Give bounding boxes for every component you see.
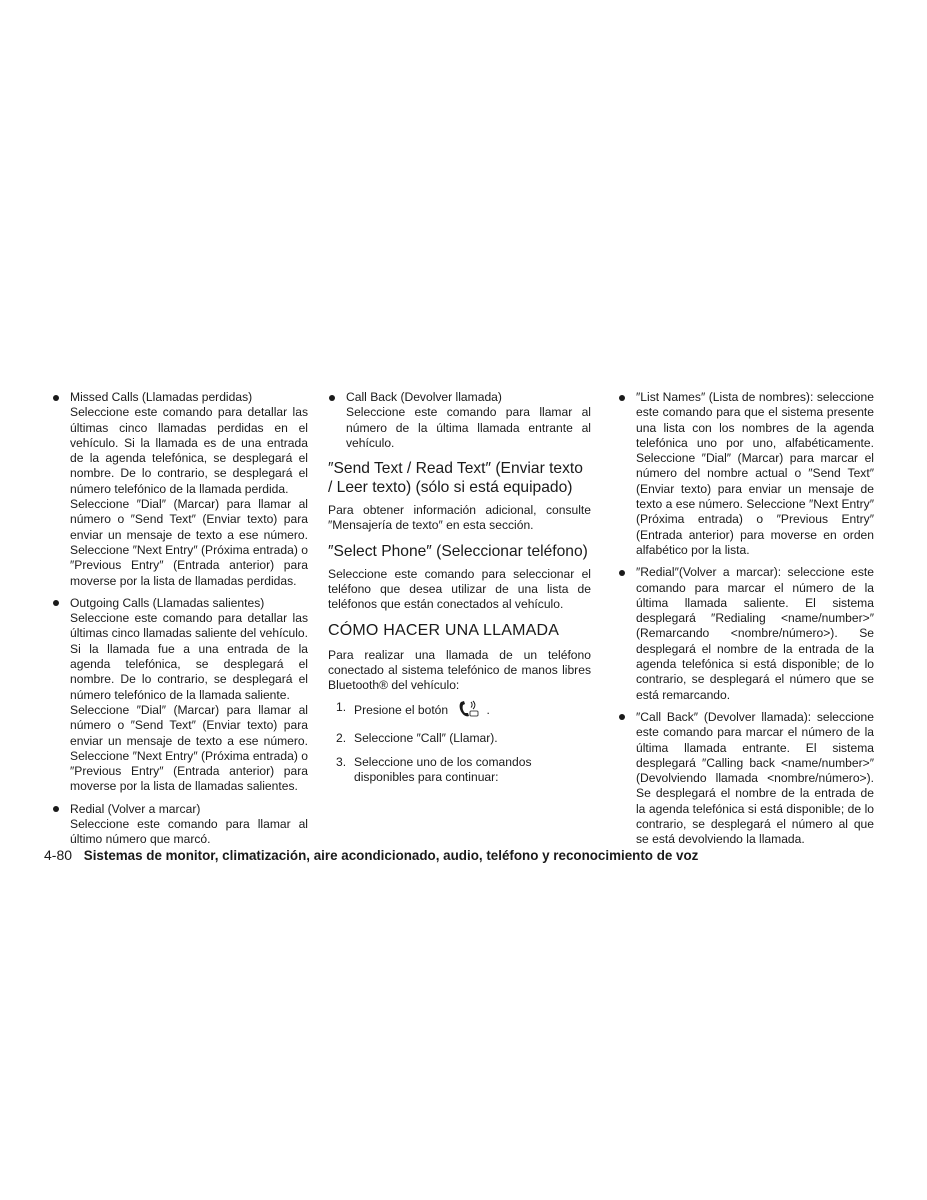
column-left <box>52 390 308 855</box>
list-item-outgoing-calls <box>52 596 308 795</box>
item-heading: Redial (Volver a marcar) <box>70 801 201 816</box>
list-item-call-back <box>618 710 874 848</box>
item-body-2: Seleccione ″Dial″ (Marcar) para llamar al número o ″Send Text″ (Enviar texto) para enviar un mensaje de texto a ese número. Seleccione ″Next Entry″ (Próxima entrada) o ″Previous Entry″ (Entrada anterior) para moverse por la lista de llamadas salientes. <box>70 702 308 794</box>
step-number: 1. <box>336 699 347 714</box>
bullet-icon <box>619 570 625 576</box>
bullet-icon <box>53 600 59 606</box>
item-body: ″List Names″ (Lista de nombres): seleccione este comando para que el sistema presente una lista con los nombres de la agenda telefónica uno por uno, alfabéticamente. Seleccione ″Dial″ (Marcar) para marcar el número del nombre actual o ″Send Text″ (Enviar texto) para enviar un mensaje de texto a ese número. Seleccione ″Next Entry″ (Próxima entrada) o ″Previous Entry″ (Entrada anterior) para moverse en orden alfabético por la lista. <box>636 390 874 557</box>
heading-send-text: ″Send Text / Read Text″ (Enviar texto / Leer texto) (sólo si está equipado) <box>328 460 583 497</box>
step-text: Presione el botón <box>354 702 449 717</box>
bullet-icon <box>619 714 625 720</box>
page-number: 4-80 <box>44 847 73 863</box>
item-body: Seleccione este comando para llamar al número de la última llamada entrante al vehículo. <box>346 405 591 450</box>
paragraph-como-hacer-llamada: Para realizar una llamada de un teléfono conectado al sistema telefónico de manos libres Bluetooth® del vehículo: <box>328 647 591 693</box>
item-heading: Call Back (Devolver llamada) <box>346 390 502 404</box>
list-item-redial <box>52 802 308 848</box>
page-footer <box>44 846 904 865</box>
item-heading: Missed Calls (Llamadas perdidas) <box>70 390 253 404</box>
step-text: Seleccione uno de los comandos disponibles para continuar: <box>354 755 532 785</box>
bullet-icon <box>53 806 59 812</box>
item-body: ″Redial″(Volver a marcar): seleccione este comando para marcar el número de la última llamada saliente. El sistema desplegará ″Redialing <name/number>″ (Remarcando <nombre/número>). Se desplegará el nombre de la entrada de la agenda telefónica si está disponible; de lo contrario, se desplegará el número que se está remarcando. <box>636 565 874 702</box>
bullet-icon <box>619 395 625 401</box>
step-item <box>328 731 591 746</box>
item-body: Seleccione este comando para detallar las últimas cinco llamadas saliente del vehículo. Si la llamada fue a una entrada de la agenda telefónica, se desplegará el nombre. De lo contrario, se desplegará el número telefónico de la llamada saliente. <box>70 611 308 702</box>
item-body-2: Seleccione ″Dial″ (Marcar) para llamar al número o ″Send Text″ (Enviar texto) para enviar un mensaje de texto a ese número. Seleccione ″Next Entry″ (Próxima entrada) o ″Previous Entry″ (Entrada anterior) para moverse por la lista de llamadas perdidas. <box>70 497 308 588</box>
list-item-call-back <box>328 390 591 451</box>
item-heading: Outgoing Calls (Llamadas salientes) <box>70 595 265 610</box>
list-item-redial <box>618 565 874 703</box>
heading-select-phone: ″Select Phone″ (Seleccionar teléfono) <box>328 542 588 560</box>
step-item <box>328 755 591 786</box>
paragraph-send-text: Para obtener información adicional, consulte ″Mensajería de texto″ en esta sección. <box>328 503 591 533</box>
item-body: Seleccione este comando para detallar las últimas cinco llamadas perdidas en el vehículo. Si la llamada es de una entrada de la agenda telefónica, se desplegará el nombre. De lo contrario, se desplegará el número telefónico de la llamada perdida. <box>70 405 308 496</box>
bullet-icon <box>53 395 59 401</box>
section-title: Sistemas de monitor, climatización, aire acondicionado, audio, teléfono y reconocimiento de voz <box>83 848 699 863</box>
list-item-list-names <box>618 390 874 558</box>
item-body: Seleccione este comando para llamar al último número que marcó. <box>70 817 308 847</box>
step-number: 2. <box>336 730 347 745</box>
step-text: Seleccione ″Call″ (Llamar). <box>354 730 498 745</box>
item-body: ″Call Back″ (Devolver llamada): seleccione este comando para marcar el número de la última llamada entrante. El sistema desplegará ″Calling back <name/number>″ (Devolviendo llamada <nombre/número>). Se desplegará el nombre de la entrada de la agenda telefónica si está disponible; de lo contrario, se desplegará el número al que se está devolviendo la llamada. <box>636 709 874 847</box>
step-item <box>328 700 591 722</box>
column-middle <box>328 390 591 795</box>
step-number: 3. <box>336 755 347 770</box>
phone-talk-icon <box>457 700 479 722</box>
step-text-after: . <box>486 702 490 717</box>
paragraph-select-phone: Seleccione este comando para seleccionar el teléfono que desea utilizar de una lista de teléfonos que están conectados al vehículo. <box>328 566 591 612</box>
heading-como-hacer-llamada: CÓMO HACER UNA LLAMADA <box>328 621 560 639</box>
column-right <box>618 390 874 855</box>
list-item-missed-calls <box>52 390 308 589</box>
steps-list <box>328 700 591 786</box>
bullet-icon <box>329 395 335 401</box>
